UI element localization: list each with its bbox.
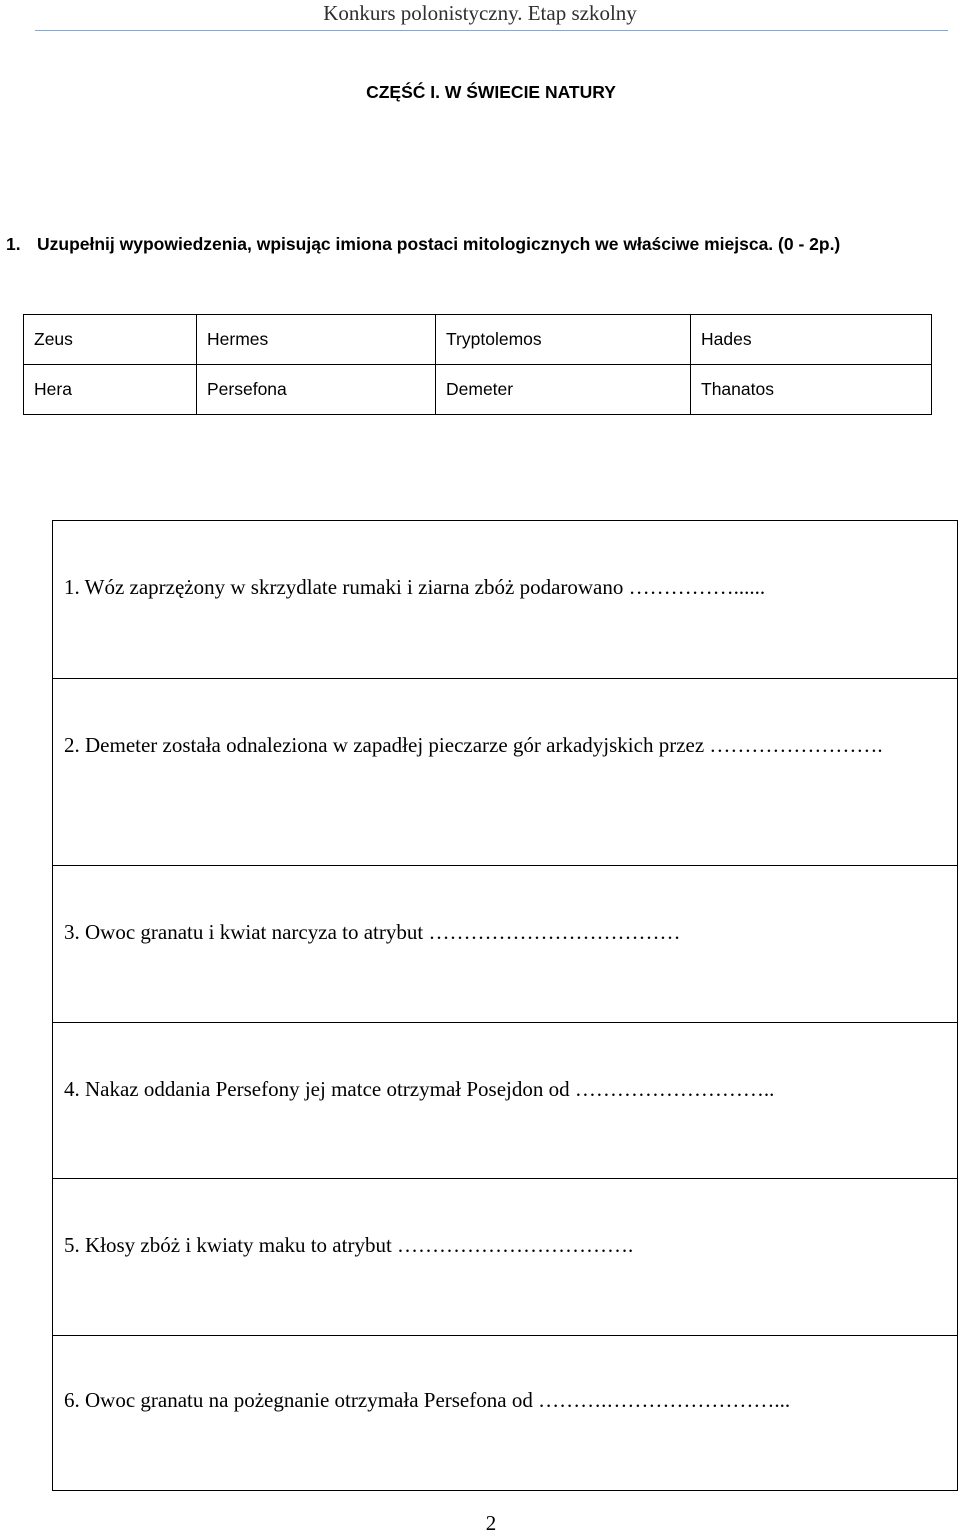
task-number: 1. — [6, 234, 21, 254]
answer-row-5[interactable]: 5. Kłosy zbóż i kwiaty maku to atrybut ……………………………. — [53, 1178, 957, 1335]
table-row — [24, 315, 932, 365]
table-cell: Hera — [24, 365, 197, 415]
table-cell: Hades — [691, 315, 932, 365]
answer-row-6[interactable]: 6. Owoc granatu na pożegnanie otrzymała Persefona od ……….……………………... — [53, 1335, 957, 1490]
page-number: 2 — [485, 1511, 497, 1535]
table-cell: Zeus — [24, 315, 197, 365]
answer-row-2[interactable]: 2. Demeter została odnaleziona w zapadłej pieczarze gór arkadyjskich przez ……………………. — [53, 678, 957, 865]
answer-row-3[interactable]: 3. Owoc granatu i kwiat narcyza to atrybut ……………………………… — [53, 865, 957, 1022]
table-row — [24, 365, 932, 415]
answer-row-1[interactable]: 1. Wóz zaprzężony w skrzydlate rumaki i ziarna zbóż podarowano ……………...... — [64, 575, 766, 599]
table-cell: Hermes — [197, 315, 436, 365]
header-divider — [35, 30, 948, 31]
task-instruction — [6, 234, 840, 255]
section-title: CZĘŚĆ I. W ŚWIECIE NATURY — [366, 82, 616, 102]
answer-row-4[interactable]: 4. Nakaz oddania Persefony jej matce otrzymał Posejdon od ……………………….. — [53, 1022, 957, 1178]
page-header: Konkurs polonistyczny. Etap szkolny — [323, 1, 637, 25]
task-text: Uzupełnij wypowiedzenia, wpisując imiona postaci mitologicznych we właściwe miejsca. (0 - 2p.) — [37, 234, 841, 254]
mythological-names-table — [23, 314, 932, 415]
table-cell: Thanatos — [691, 365, 932, 415]
table-cell: Demeter — [436, 365, 691, 415]
table-cell: Persefona — [197, 365, 436, 415]
answer-sentences-table — [52, 520, 958, 1491]
table-cell: Tryptolemos — [436, 315, 691, 365]
